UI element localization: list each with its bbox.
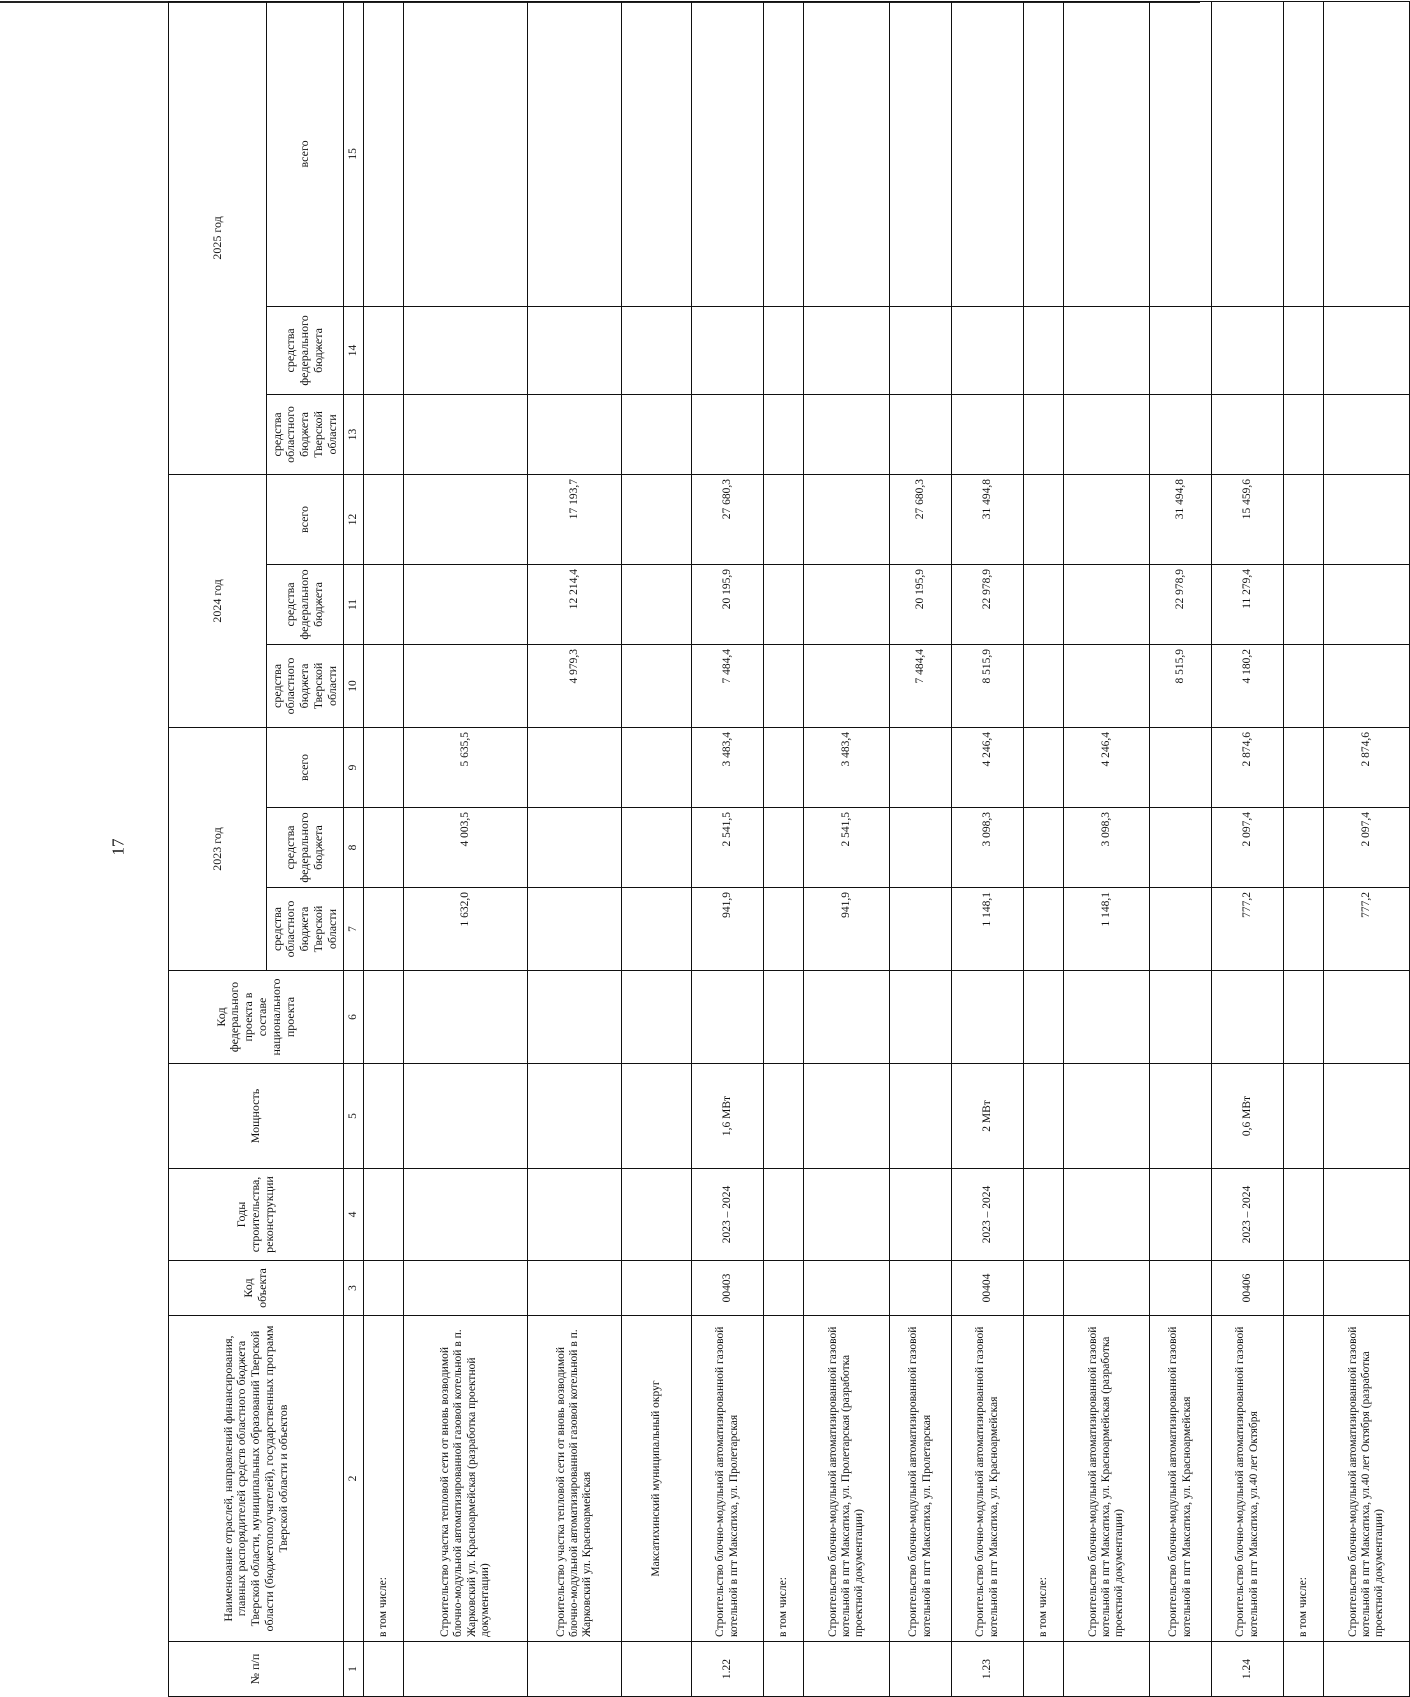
cell-v13	[952, 394, 1024, 474]
cell-v15	[1324, 1, 1410, 306]
cell-power	[1324, 1064, 1410, 1169]
cell-v9	[364, 727, 404, 807]
cell-v11: 22 978,9	[952, 564, 1024, 644]
cell-v7: 777,2	[1212, 888, 1284, 971]
cell-name: Строительство блочно-модульной автоматизированной газовой котельной в пгт Максатиха, ул. Пролетарская	[890, 1316, 952, 1642]
table-row	[804, 1, 890, 1696]
cell-v10	[404, 644, 528, 727]
cell-name: Максатихинский муниципальный округ	[622, 1316, 692, 1642]
header-2024-regional: средства областного бюджета Тверской области	[267, 644, 344, 727]
cell-v9: 4 246,4	[1064, 727, 1150, 807]
cell-v14	[692, 306, 764, 394]
cell-v12	[1284, 474, 1324, 564]
page-number: 17	[108, 838, 128, 856]
cell-v12: 31 494,8	[952, 474, 1024, 564]
column-number-row	[344, 1, 364, 1696]
cell-v15	[528, 1, 622, 306]
cell-power	[1150, 1064, 1212, 1169]
cell-v12	[804, 474, 890, 564]
cell-v10	[1324, 644, 1410, 727]
cell-v12: 17 193,7	[528, 474, 622, 564]
table-row	[1212, 1, 1284, 1696]
cell-fed	[1212, 971, 1284, 1064]
header-num: № п/п	[169, 1642, 344, 1697]
cell-num	[1024, 1642, 1064, 1697]
cell-num	[1324, 1642, 1410, 1697]
cell-v10	[1024, 644, 1064, 727]
cell-num	[804, 1642, 890, 1697]
cell-code	[364, 1261, 404, 1316]
cell-fed	[952, 971, 1024, 1064]
cell-v12	[1024, 474, 1064, 564]
cell-v7: 941,9	[692, 888, 764, 971]
cell-v14	[1284, 306, 1324, 394]
finance-table-container	[168, 2, 1386, 1697]
cell-v7	[890, 888, 952, 971]
header-2023-federal: средства федерального бюджета	[267, 808, 344, 888]
cell-v13	[804, 394, 890, 474]
cell-v10	[804, 644, 890, 727]
cell-v14	[622, 306, 692, 394]
cell-v11: 12 214,4	[528, 564, 622, 644]
cell-years	[1024, 1169, 1064, 1261]
cell-v10: 4 979,3	[528, 644, 622, 727]
cell-num	[364, 1642, 404, 1697]
cell-fed	[1064, 971, 1150, 1064]
header-power: Мощность	[169, 1064, 344, 1169]
cell-years	[528, 1169, 622, 1261]
cell-v13	[1024, 394, 1064, 474]
cell-v11	[1284, 564, 1324, 644]
cell-v15	[890, 1, 952, 306]
cell-years	[1150, 1169, 1212, 1261]
table-body	[364, 1, 1410, 1696]
cell-code	[1024, 1261, 1064, 1316]
cell-v8: 3 098,3	[952, 808, 1024, 888]
cell-years	[1064, 1169, 1150, 1261]
cell-v10	[364, 644, 404, 727]
header-2025-regional: средства областного бюджета Тверской области	[267, 394, 344, 474]
cell-power	[622, 1064, 692, 1169]
cell-v11	[404, 564, 528, 644]
cell-v9: 2 874,6	[1212, 727, 1284, 807]
table-row	[1024, 1, 1064, 1696]
cell-v11	[1024, 564, 1064, 644]
cell-name: Строительство блочно-модульной автоматизированной газовой котельной в пгт Максатиха, ул.40 лет Октября	[1212, 1316, 1284, 1642]
cell-v12	[764, 474, 804, 564]
cell-v13	[1284, 394, 1324, 474]
cell-v10: 8 515,9	[1150, 644, 1212, 727]
cell-v9: 4 246,4	[952, 727, 1024, 807]
cell-v7	[1284, 888, 1324, 971]
cell-name: Строительство блочно-модульной автоматизированной газовой котельной в пгт Максатиха, ул. Пролетарская (разработка проектной документации)	[804, 1316, 890, 1642]
cell-v9	[1024, 727, 1064, 807]
cell-v7	[622, 888, 692, 971]
cell-v13	[692, 394, 764, 474]
cell-v11	[1324, 564, 1410, 644]
cell-v15	[1284, 1, 1324, 306]
column-number-7: 7	[344, 888, 364, 971]
cell-v13	[404, 394, 528, 474]
header-year-2025: 2025 год	[169, 1, 267, 474]
cell-v11	[364, 564, 404, 644]
cell-fed	[1284, 971, 1324, 1064]
cell-v7: 777,2	[1324, 888, 1410, 971]
cell-code	[764, 1261, 804, 1316]
cell-v12	[404, 474, 528, 564]
cell-years: 2023 – 2024	[952, 1169, 1024, 1261]
cell-v14	[1324, 306, 1410, 394]
cell-v14	[952, 306, 1024, 394]
cell-v12	[1064, 474, 1150, 564]
cell-code: 00406	[1212, 1261, 1284, 1316]
cell-power	[764, 1064, 804, 1169]
cell-v15	[404, 1, 528, 306]
cell-power	[1024, 1064, 1064, 1169]
cell-v13	[764, 394, 804, 474]
cell-v12: 15 459,6	[1212, 474, 1284, 564]
cell-years: 2023 – 2024	[1212, 1169, 1284, 1261]
cell-v12	[1324, 474, 1410, 564]
cell-v10: 8 515,9	[952, 644, 1024, 727]
cell-code	[404, 1261, 528, 1316]
cell-name: Строительство блочно-модульной автоматизированной газовой котельной в пгт Максатиха, ул. Красноармейская	[1150, 1316, 1212, 1642]
cell-years	[764, 1169, 804, 1261]
cell-v14	[1064, 306, 1150, 394]
cell-name: Строительство блочно-модульной автоматизированной газовой котельной в пгт Максатиха, ул. Красноармейская (разработка проектной документации)	[1064, 1316, 1150, 1642]
cell-power: 0,6 МВт	[1212, 1064, 1284, 1169]
cell-v14	[528, 306, 622, 394]
cell-name: в том числе:	[364, 1316, 404, 1642]
header-code: Код объекта	[169, 1261, 344, 1316]
table-row	[404, 1, 528, 1696]
cell-v11: 20 195,9	[890, 564, 952, 644]
cell-num: 1.22	[692, 1642, 764, 1697]
header-2023-regional: средства областного бюджета Тверской области	[267, 888, 344, 971]
cell-years: 2023 – 2024	[692, 1169, 764, 1261]
cell-fed	[404, 971, 528, 1064]
cell-v15	[1212, 1, 1284, 306]
column-number-2: 2	[344, 1316, 364, 1642]
cell-v10: 7 484,4	[692, 644, 764, 727]
cell-v13	[622, 394, 692, 474]
cell-v11	[1064, 564, 1150, 644]
table-row	[1064, 1, 1150, 1696]
cell-code	[1324, 1261, 1410, 1316]
table-row	[952, 1, 1024, 1696]
cell-v10	[622, 644, 692, 727]
cell-v8	[1150, 808, 1212, 888]
cell-fed	[1150, 971, 1212, 1064]
cell-years	[364, 1169, 404, 1261]
cell-v11	[622, 564, 692, 644]
cell-v14	[1024, 306, 1064, 394]
cell-code	[1284, 1261, 1324, 1316]
cell-years	[1324, 1169, 1410, 1261]
cell-v15	[622, 1, 692, 306]
cell-v8	[1024, 808, 1064, 888]
cell-v7	[364, 888, 404, 971]
cell-v13	[1064, 394, 1150, 474]
cell-v9	[1150, 727, 1212, 807]
cell-v11: 11 279,4	[1212, 564, 1284, 644]
cell-v14	[890, 306, 952, 394]
cell-v15	[1064, 1, 1150, 306]
cell-v13	[1212, 394, 1284, 474]
cell-name: в том числе:	[1024, 1316, 1064, 1642]
cell-v13	[528, 394, 622, 474]
cell-v8	[764, 808, 804, 888]
cell-v14	[764, 306, 804, 394]
cell-num: 1.24	[1212, 1642, 1284, 1697]
cell-name: в том числе:	[1284, 1316, 1324, 1642]
column-number-12: 12	[344, 474, 364, 564]
cell-power: 2 МВт	[952, 1064, 1024, 1169]
cell-fed	[528, 971, 622, 1064]
cell-code	[528, 1261, 622, 1316]
cell-v10	[764, 644, 804, 727]
cell-v14	[364, 306, 404, 394]
cell-fed	[1324, 971, 1410, 1064]
table-row	[1150, 1, 1212, 1696]
cell-v9: 2 874,6	[1324, 727, 1410, 807]
table-row	[622, 1, 692, 1696]
cell-num	[1284, 1642, 1324, 1697]
cell-v13	[1324, 394, 1410, 474]
table-row	[692, 1, 764, 1696]
table-row	[1284, 1, 1324, 1696]
cell-v7	[764, 888, 804, 971]
cell-code: 00403	[692, 1261, 764, 1316]
cell-v8	[1284, 808, 1324, 888]
cell-v14	[404, 306, 528, 394]
cell-v9	[890, 727, 952, 807]
cell-v7: 1 148,1	[1064, 888, 1150, 971]
cell-name: Строительство участка тепловой сети от вновь возводимой блочно-модульной автоматизированной газовой котельной в п. Жарковский ул. Красноармейская	[528, 1316, 622, 1642]
table-row	[890, 1, 952, 1696]
cell-v7: 941,9	[804, 888, 890, 971]
header-2024-total: всего	[267, 474, 344, 564]
cell-v8: 4 003,5	[404, 808, 528, 888]
cell-v9	[622, 727, 692, 807]
cell-power	[404, 1064, 528, 1169]
cell-num	[890, 1642, 952, 1697]
cell-v9: 5 635,5	[404, 727, 528, 807]
cell-power	[364, 1064, 404, 1169]
cell-power: 1,6 МВт	[692, 1064, 764, 1169]
table-row	[364, 1, 404, 1696]
header-2025-total: всего	[267, 1, 344, 306]
cell-v13	[1150, 394, 1212, 474]
cell-v8	[622, 808, 692, 888]
column-number-10: 10	[344, 644, 364, 727]
cell-v10	[1284, 644, 1324, 727]
header-2025-federal: средства федерального бюджета	[267, 306, 344, 394]
cell-num: 1.23	[952, 1642, 1024, 1697]
cell-fed	[692, 971, 764, 1064]
cell-num	[1150, 1642, 1212, 1697]
cell-num	[404, 1642, 528, 1697]
column-number-9: 9	[344, 727, 364, 807]
cell-v15	[1150, 1, 1212, 306]
cell-v10	[1064, 644, 1150, 727]
cell-num	[1064, 1642, 1150, 1697]
cell-v8	[528, 808, 622, 888]
cell-name: Строительство блочно-модульной автоматизированной газовой котельной в пгт Максатиха, ул. Пролетарская	[692, 1316, 764, 1642]
cell-fed	[804, 971, 890, 1064]
finance-table	[168, 1, 1410, 1697]
cell-v7: 1 632,0	[404, 888, 528, 971]
cell-code	[1064, 1261, 1150, 1316]
cell-fed	[764, 971, 804, 1064]
column-number-5: 5	[344, 1064, 364, 1169]
cell-v12	[622, 474, 692, 564]
cell-v15	[952, 1, 1024, 306]
cell-v9	[764, 727, 804, 807]
cell-years	[622, 1169, 692, 1261]
cell-v10: 4 180,2	[1212, 644, 1284, 727]
cell-v13	[890, 394, 952, 474]
cell-v15	[764, 1, 804, 306]
cell-v11: 22 978,9	[1150, 564, 1212, 644]
cell-power	[804, 1064, 890, 1169]
column-number-14: 14	[344, 306, 364, 394]
cell-v14	[804, 306, 890, 394]
cell-v7	[528, 888, 622, 971]
cell-v13	[364, 394, 404, 474]
cell-name: Строительство блочно-модульной автоматизированной газовой котельной в пгт Максатиха, ул. Красноармейская	[952, 1316, 1024, 1642]
cell-power	[1284, 1064, 1324, 1169]
cell-name: Строительство участка тепловой сети от вновь возводимой блочно-модульной автоматизированной газовой котельной в п. Жарковский ул. Красноармейская (разработка проектной документации)	[404, 1316, 528, 1642]
table-row	[1324, 1, 1410, 1696]
cell-name: Строительство блочно-модульной автоматизированной газовой котельной в пгт Максатиха, ул.40 лет Октября (разработка проектной документации)	[1324, 1316, 1410, 1642]
header-federal-project-code: Код федерального проекта в составе национального проекта	[169, 971, 344, 1064]
column-number-1: 1	[344, 1642, 364, 1697]
column-number-4: 4	[344, 1169, 364, 1261]
cell-v14	[1150, 306, 1212, 394]
header-2024-federal: средства федерального бюджета	[267, 564, 344, 644]
cell-v8: 3 098,3	[1064, 808, 1150, 888]
cell-v15	[804, 1, 890, 306]
column-number-6: 6	[344, 971, 364, 1064]
cell-v8: 2 097,4	[1212, 808, 1284, 888]
cell-v7: 1 148,1	[952, 888, 1024, 971]
cell-fed	[364, 971, 404, 1064]
header-year-2024: 2024 год	[169, 474, 267, 727]
cell-v12: 31 494,8	[1150, 474, 1212, 564]
header-years: Годы строительства, реконструкции	[169, 1169, 344, 1261]
cell-code: 00404	[952, 1261, 1024, 1316]
table-row	[528, 1, 622, 1696]
cell-v9: 3 483,4	[804, 727, 890, 807]
cell-power	[528, 1064, 622, 1169]
cell-fed	[1024, 971, 1064, 1064]
cell-v12: 27 680,3	[890, 474, 952, 564]
cell-v8: 2 097,4	[1324, 808, 1410, 888]
cell-code	[890, 1261, 952, 1316]
cell-years	[1284, 1169, 1324, 1261]
cell-v15	[1024, 1, 1064, 306]
column-number-11: 11	[344, 564, 364, 644]
cell-num	[764, 1642, 804, 1697]
cell-v8: 2 541,5	[692, 808, 764, 888]
header-2023-total: всего	[267, 727, 344, 807]
cell-v14	[1212, 306, 1284, 394]
column-number-3: 3	[344, 1261, 364, 1316]
cell-v9	[1284, 727, 1324, 807]
cell-fed	[890, 971, 952, 1064]
cell-code	[1150, 1261, 1212, 1316]
cell-v7	[1150, 888, 1212, 971]
cell-fed	[622, 971, 692, 1064]
cell-v11	[764, 564, 804, 644]
cell-power	[1064, 1064, 1150, 1169]
cell-code	[622, 1261, 692, 1316]
cell-num	[528, 1642, 622, 1697]
cell-v12	[364, 474, 404, 564]
cell-v9	[528, 727, 622, 807]
cell-name: в том числе:	[764, 1316, 804, 1642]
cell-v15	[364, 1, 404, 306]
header-name: Наименование отраслей, направлений финансирования, главных распорядителей средств областного бюджета Тверской области, муниципальных образований Тверской области (бюджетополучателей), государственных программ Тверской области и объектов	[169, 1316, 344, 1642]
column-number-15: 15	[344, 1, 364, 306]
cell-code	[804, 1261, 890, 1316]
cell-v11	[804, 564, 890, 644]
cell-years	[404, 1169, 528, 1261]
table-row	[764, 1, 804, 1696]
cell-power	[890, 1064, 952, 1169]
column-number-13: 13	[344, 394, 364, 474]
cell-years	[890, 1169, 952, 1261]
cell-v8: 2 541,5	[804, 808, 890, 888]
cell-v12: 27 680,3	[692, 474, 764, 564]
cell-years	[804, 1169, 890, 1261]
cell-v7	[1024, 888, 1064, 971]
cell-v9: 3 483,4	[692, 727, 764, 807]
header-year-2023: 2023 год	[169, 727, 267, 970]
cell-v15	[692, 1, 764, 306]
column-number-8: 8	[344, 808, 364, 888]
cell-v11: 20 195,9	[692, 564, 764, 644]
cell-v8	[364, 808, 404, 888]
cell-v10: 7 484,4	[890, 644, 952, 727]
cell-v8	[890, 808, 952, 888]
cell-num	[622, 1642, 692, 1697]
